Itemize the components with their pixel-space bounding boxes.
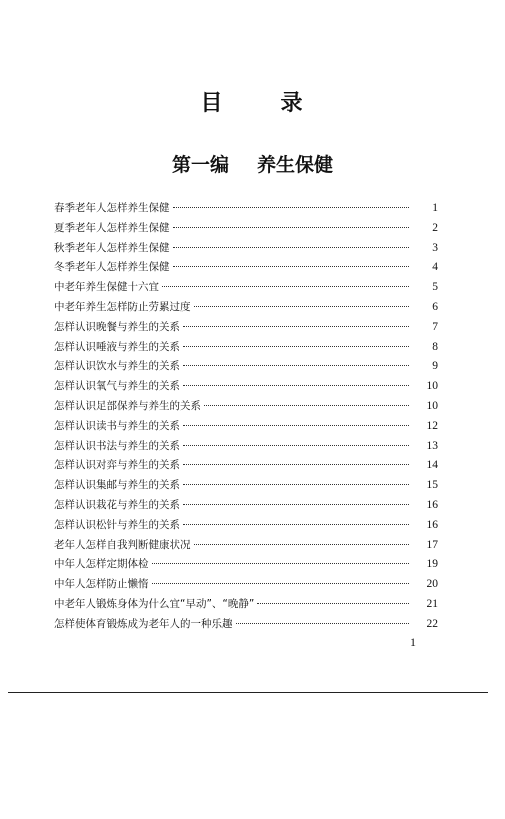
toc-entry-page: 10: [426, 399, 438, 412]
toc-entry-title: 怎样认识晚餐与养生的关系: [54, 320, 180, 333]
toc-entry: [54, 298, 438, 318]
toc-entry: [54, 456, 438, 476]
dot-leader: [173, 266, 410, 267]
toc-entry: [54, 258, 438, 278]
section-heading: [0, 150, 505, 177]
toc-entry: [54, 437, 438, 457]
section-name: 养生保健: [257, 154, 334, 176]
toc-entry-page: 3: [432, 241, 438, 254]
toc-entry-title: 怎样认识读书与养生的关系: [54, 419, 180, 432]
toc-entry: [54, 357, 438, 377]
toc-entry-title: 中老年养生保健十六宜: [54, 281, 159, 294]
toc-entry-page: 16: [426, 498, 438, 511]
dot-leader: [162, 286, 409, 287]
toc-entry-title: 怎样认识松针与养生的关系: [54, 518, 180, 531]
dot-leader: [183, 425, 409, 426]
toc-entry-page: 19: [426, 558, 438, 571]
section-part: 第一编: [171, 154, 229, 176]
title-char-right: 录: [280, 91, 305, 116]
dot-leader: [183, 326, 409, 327]
toc-entry: [54, 536, 438, 556]
toc-entry-page: 22: [426, 617, 438, 630]
dot-leader: [183, 365, 409, 366]
toc-entry-title: 怎样使体育锻炼成为老年人的一种乐趣: [54, 617, 233, 630]
toc-entry: [54, 615, 438, 635]
toc-entry-title: 怎样认识对弈与养生的关系: [54, 459, 180, 472]
dot-leader: [173, 227, 410, 228]
toc-entry: [54, 239, 438, 259]
toc-entry: [54, 397, 438, 417]
toc-entry-title: 冬季老年人怎样养生保健: [54, 261, 170, 274]
page-number: 1: [410, 635, 416, 649]
toc-entry-page: 21: [426, 597, 438, 610]
dot-leader: [183, 445, 409, 446]
toc-entry-title: 中年人怎样定期体检: [54, 558, 149, 571]
toc-entry-title: 老年人怎样自我判断健康状况: [54, 538, 191, 551]
toc-entry-title: 怎样认识栽花与养生的关系: [54, 498, 180, 511]
toc-entry-page: 5: [432, 281, 438, 294]
dot-leader: [194, 544, 410, 545]
dot-leader: [257, 603, 409, 604]
dot-leader: [183, 484, 409, 485]
toc-entry-page: 8: [432, 340, 438, 353]
toc-entry: [54, 278, 438, 298]
toc-entry: [54, 199, 438, 219]
toc-entry-page: 4: [432, 261, 438, 274]
toc-entry-page: 20: [426, 578, 438, 591]
toc-entry-title: 怎样认识唾液与养生的关系: [54, 340, 180, 353]
toc-entry-title: 中老年养生怎样防止劳累过度: [54, 300, 191, 313]
toc-entry-page: 12: [426, 419, 438, 432]
dot-leader: [183, 346, 409, 347]
toc-entry-title: 怎样认识足部保养与养生的关系: [54, 399, 201, 412]
toc-entry: [54, 595, 438, 615]
toc-entry: [54, 575, 438, 595]
toc-entry-page: 13: [426, 439, 438, 452]
toc-entry: [54, 377, 438, 397]
bottom-rule: [8, 692, 488, 693]
toc-entry-title: 中年人怎样防止懒惰: [54, 578, 149, 591]
toc-entry: [54, 496, 438, 516]
toc-entry-page: 7: [432, 320, 438, 333]
dot-leader: [173, 247, 410, 248]
toc-entry-title: 怎样认识氧气与养生的关系: [54, 380, 180, 393]
title-char-left: 目: [200, 91, 225, 116]
toc-entry-page: 17: [426, 538, 438, 551]
toc-entry-page: 14: [426, 459, 438, 472]
toc-entry-page: 2: [432, 221, 438, 234]
dot-leader: [183, 464, 409, 465]
dot-leader: [183, 385, 409, 386]
toc-entry: [54, 516, 438, 536]
toc-entry-title: 夏季老年人怎样养生保健: [54, 221, 170, 234]
toc-entry: [54, 219, 438, 239]
toc-entry-page: 16: [426, 518, 438, 531]
toc-entry: [54, 476, 438, 496]
dot-leader: [183, 504, 409, 505]
toc-entry: [54, 417, 438, 437]
dot-leader: [152, 583, 410, 584]
dot-leader: [183, 524, 409, 525]
toc-entry-page: 10: [426, 380, 438, 393]
toc-entry-title: 怎样认识饮水与养生的关系: [54, 360, 180, 373]
dot-leader: [204, 405, 409, 406]
toc-entry-page: 9: [432, 360, 438, 373]
toc-entry-page: 15: [426, 479, 438, 492]
toc-entry-title: 中老年人锻炼身体为什么宜“早动”、“晚静”: [54, 597, 255, 610]
dot-leader: [152, 563, 410, 564]
page-title: [0, 86, 505, 117]
toc-entry-page: 1: [432, 202, 438, 214]
toc-entry-title: 秋季老年人怎样养生保健: [54, 241, 170, 254]
toc-entry-title: 怎样认识书法与养生的关系: [54, 439, 180, 452]
table-of-contents: [54, 199, 438, 635]
toc-entry: [54, 318, 438, 338]
toc-entry-title: 怎样认识集邮与养生的关系: [54, 479, 180, 492]
toc-entry: [54, 338, 438, 358]
toc-entry: [54, 555, 438, 575]
dot-leader: [194, 306, 410, 307]
dot-leader: [173, 207, 410, 208]
dot-leader: [236, 623, 410, 624]
toc-entry-title: 春季老年人怎样养生保健: [54, 202, 170, 214]
toc-entry-page: 6: [432, 300, 438, 313]
